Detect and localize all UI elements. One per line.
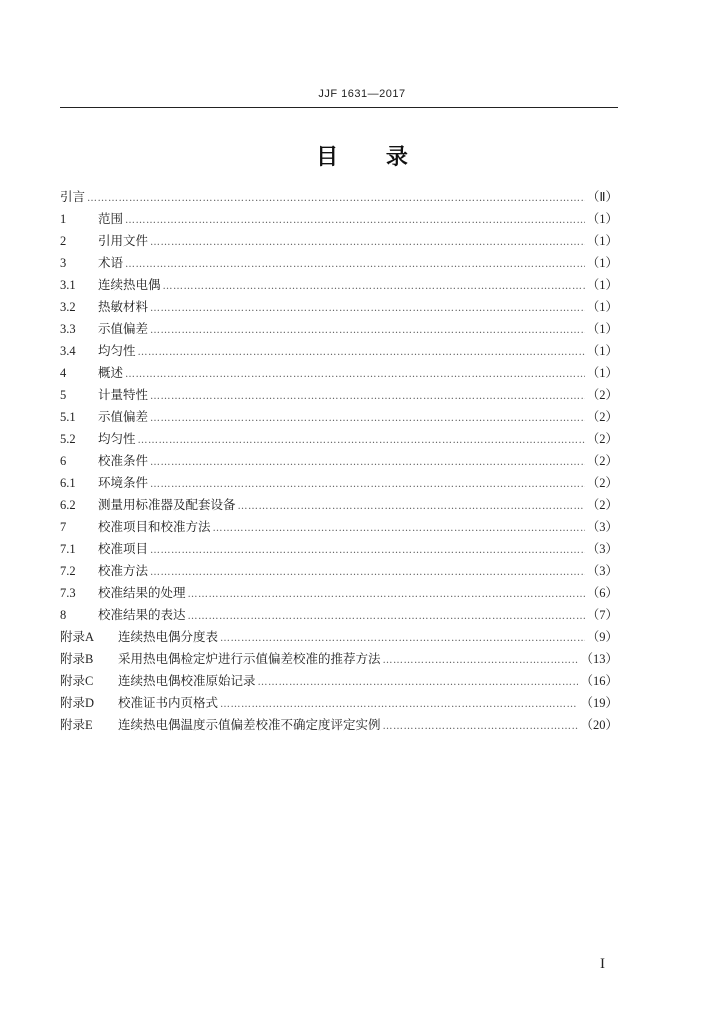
header-divider [60,107,618,108]
toc-leader-dots [188,584,585,606]
toc-entry-number: 6 [60,454,67,468]
toc-leader-dots [125,254,585,276]
toc-entry-label: 连续热电偶校准原始记录 [118,673,256,688]
toc-entry-label: 连续热电偶温度示值偏差校准不确定度评定实例 [118,717,381,732]
toc-entry-page: （2） [586,388,618,402]
toc-entry-number: 6.2 [60,498,76,512]
page-number: I [600,956,605,972]
toc-leader-dots [150,408,585,430]
toc-entry-page: （1） [586,278,618,292]
toc-entry-number: 8 [60,608,67,622]
toc-entry-label: 概述 [98,365,124,380]
toc-leader-dots [150,320,585,342]
toc-entry-label: 计量特性 [98,387,149,402]
toc-leader-dots [125,364,585,386]
toc-leader-dots [238,496,585,518]
toc-entry-label: 校准结果的表达 [98,607,186,622]
toc-entry[interactable] [60,428,618,450]
toc-entry-label: 校准条件 [98,453,149,468]
toc-leader-dots [258,672,579,694]
toc-entry-number: 附录E [60,718,93,732]
toc-leader-dots [125,210,585,232]
toc-leader-dots [150,540,585,562]
toc-leader-dots [150,474,585,496]
toc-leader-dots [138,430,585,452]
toc-entry-label: 校准项目和校准方法 [98,519,211,534]
toc-entry-label: 热敏材料 [98,299,149,314]
toc-entry-number: 附录B [60,652,94,666]
toc-entry-label: 示值偏差 [98,409,149,424]
toc-entry-page: （1） [586,256,618,270]
toc-entry[interactable] [60,252,618,274]
toc-entry-label: 均匀性 [98,343,136,358]
toc-entry-page: （3） [586,564,618,578]
toc-entry-number: 3 [60,256,67,270]
toc-entry[interactable] [60,538,618,560]
toc-entry-page: （Ⅱ） [586,190,618,204]
toc-entry-page: （6） [586,586,618,600]
toc-entry-label: 环境条件 [98,475,149,490]
toc-entry[interactable] [60,582,618,604]
toc-entry-number: 4 [60,366,67,380]
toc-entry-label: 示值偏差 [98,321,149,336]
toc-entry-label: 范围 [98,211,124,226]
toc-leader-dots [383,716,579,738]
toc-leader-dots [150,452,585,474]
toc-entry[interactable] [60,318,618,340]
toc-entry-label: 测量用标准器及配套设备 [98,497,236,512]
toc-entry-label: 引用文件 [98,233,149,248]
toc-leader-dots [220,694,578,716]
toc-leader-dots [150,562,585,584]
toc-entry-page: （2） [586,498,618,512]
toc-entry[interactable] [60,626,618,648]
toc-entry-number: 7.3 [60,586,76,600]
toc-leader-dots [150,232,585,254]
toc-entry-number: 附录A [60,630,95,644]
toc-entry[interactable] [60,714,618,736]
toc-entry-number: 7 [60,520,67,534]
toc-entry[interactable] [60,516,618,538]
toc-entry-page: （2） [586,410,618,424]
toc-entry-number: 5 [60,388,67,402]
toc-entry-number: 2 [60,234,67,248]
toc-entry-page: （1） [586,366,618,380]
toc-entry-page: （2） [586,476,618,490]
toc-entry-page: （1） [586,322,618,336]
toc-entry[interactable] [60,208,618,230]
toc-entry-label: 均匀性 [98,431,136,446]
toc-entry-label: 校准证书内页格式 [118,695,219,710]
toc-leader-dots [383,650,579,672]
toc-entry-label: 术语 [98,255,124,270]
toc-entry-label: 连续热电偶 [98,277,161,292]
toc-entry-page: （1） [586,212,618,226]
toc-entry-page: （20） [580,718,618,732]
toc-entry-number: 1 [60,212,67,226]
toc-entry-number: 3.4 [60,344,76,358]
toc-leader-dots [150,298,585,320]
toc-entry-page: （1） [586,344,618,358]
toc-entry[interactable] [60,362,618,384]
toc-entry[interactable] [60,384,618,406]
toc-leader-dots [188,606,585,628]
toc-entry[interactable] [60,692,618,714]
toc-leader-dots [163,276,585,298]
toc-entry[interactable] [60,604,618,626]
toc-entry[interactable] [60,186,618,208]
toc-entry-label: 校准结果的处理 [98,585,186,600]
toc-entry-number: 5.2 [60,432,76,446]
toc-leader-dots [87,188,585,210]
toc-entry[interactable] [60,450,618,472]
toc-entry[interactable] [60,296,618,318]
toc-entry[interactable] [60,494,618,516]
toc-entry[interactable] [60,648,618,670]
toc-entry-label: 校准项目 [98,541,149,556]
toc-entry-number: 3.2 [60,300,76,314]
toc-leader-dots [213,518,585,540]
toc-entry[interactable] [60,340,618,362]
toc-entry-number: 6.1 [60,476,76,490]
toc-entry-page: （13） [580,652,618,666]
toc-entry-page: （1） [586,300,618,314]
toc-entry-number: 3.1 [60,278,76,292]
toc-leader-dots [150,386,585,408]
toc-entry-page: （1） [586,234,618,248]
toc-entry-number: 附录C [60,674,94,688]
toc-entry-label: 采用热电偶检定炉进行示值偏差校准的推荐方法 [118,651,381,666]
table-of-contents [60,186,618,736]
toc-entry[interactable] [60,670,618,692]
toc-entry[interactable] [60,406,618,428]
toc-entry-label: 连续热电偶分度表 [118,629,219,644]
toc-entry-number: 7.2 [60,564,76,578]
toc-entry-page: （16） [580,674,618,688]
toc-entry-number: 7.1 [60,542,76,556]
toc-entry[interactable] [60,472,618,494]
toc-entry[interactable] [60,230,618,252]
toc-entry-number: 3.3 [60,322,76,336]
page-title: 目 录 [316,145,408,170]
standard-code: JJF 1631—2017 [318,88,406,100]
toc-entry-number: 5.1 [60,410,76,424]
toc-entry-number: 附录D [60,696,95,710]
toc-entry[interactable] [60,274,618,296]
toc-entry-page: （2） [586,454,618,468]
toc-entry-label: 引言 [60,189,86,204]
toc-entry[interactable] [60,560,618,582]
toc-entry-page: （7） [586,608,618,622]
toc-entry-page: （9） [586,630,618,644]
toc-leader-dots [220,628,585,650]
toc-entry-label: 校准方法 [98,563,149,578]
toc-entry-page: （2） [586,432,618,446]
toc-entry-page: （19） [580,696,618,710]
toc-leader-dots [138,342,585,364]
toc-entry-page: （3） [586,542,618,556]
toc-entry-page: （3） [586,520,618,534]
